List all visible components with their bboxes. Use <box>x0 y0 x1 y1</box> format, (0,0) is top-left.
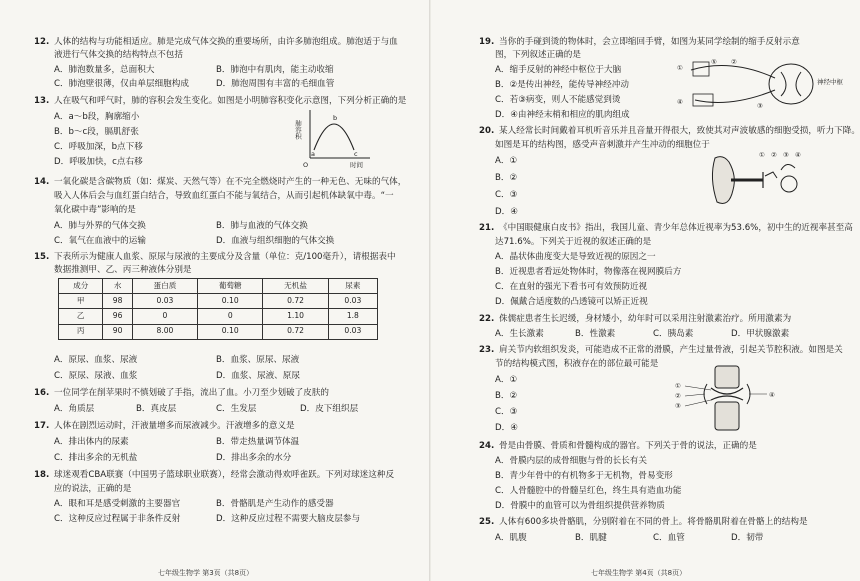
question-21: 21. 《中国眼健康白皮书》指出，我国儿童、青少年总体近视率为53.6%，初中生的近视率甚至高 <box>479 223 853 233</box>
question-25: 25. 人体有600多块骨骼肌，分别附着在不同的骨上。将骨骼肌附着在骨骼上的结构是 <box>479 517 808 527</box>
q24-option-d: D．骨膜中的血管可以为骨组织提供营养物质 <box>495 501 665 511</box>
leader-3 <box>685 400 711 406</box>
q21-stem-cont: 达71.6%。下列关于近视的叙述正确的是 <box>495 237 652 247</box>
q18-stem-cont: 应的说法，正确的是 <box>54 484 132 494</box>
q17-option-d: D．排出多余的水分 <box>216 453 292 463</box>
table-cell: 0.72 <box>263 324 328 339</box>
q13-option-a: A．a～b段，胸廓缩小 <box>54 112 140 122</box>
ear-structure-figure <box>707 148 807 210</box>
urine-composition-table <box>58 278 378 340</box>
grey-matter <box>781 72 801 96</box>
q14-option-c: C．氧气在血液中的运输 <box>54 236 146 246</box>
q16-option-b: B．真皮层 <box>136 404 177 414</box>
q22-option-d: D．甲状腺激素 <box>731 329 790 339</box>
table-cell: 丙 <box>59 324 103 339</box>
q21-option-a: A．晶状体曲度变大是导致近视的原因之一 <box>495 252 656 262</box>
q20-option-c: C．③ <box>495 190 518 200</box>
table-cell: 0 <box>198 309 263 324</box>
efferent-nerve <box>695 90 775 102</box>
q21-option-b: B．近视患者看远处物体时，物像落在视网膜后方 <box>495 267 682 277</box>
q12-stem-cont: 液进行气体交换的结构特点不包括 <box>54 50 183 60</box>
q25-option-a: A．肌腹 <box>495 533 527 543</box>
label-4: ④ <box>795 151 801 159</box>
q20-option-d: D．④ <box>495 207 518 217</box>
question-18: 18. 球迷观看CBA联赛（中国男子篮球职业联赛），经常会激动得欢呼雀跃。下列对球迷这种反 <box>34 470 395 480</box>
label-1: ① <box>759 151 765 159</box>
spinal-cord <box>769 64 813 104</box>
semicircular-canals <box>781 164 795 170</box>
q14-stem-cont: 吸入人体后会与血红蛋白结合，导致血红蛋白不能与氧结合，从而引起机体缺氧中毒。“一 <box>54 191 394 201</box>
q15-option-c: C．原尿、尿液、血浆 <box>54 371 138 381</box>
table-cell: 1.10 <box>263 309 328 324</box>
q12-option-d: D．肺泡周围有丰富的毛细血管 <box>216 79 335 89</box>
q14-option-a: A．肺与外界的气体交换 <box>54 221 146 231</box>
q18-option-a: A．眼和耳是感受刺激的主要器官 <box>54 499 181 509</box>
table-cell: 0 <box>132 309 197 324</box>
table-cell: 1.8 <box>328 309 377 324</box>
table-cell: 0.10 <box>198 324 263 339</box>
q25-option-c: C．血管 <box>653 533 685 543</box>
page-4 <box>431 0 860 581</box>
question-23: 23. 肩关节内软组织发炎，可能造成不正常的滑膜，产生过量骨液，引起关节腔积液。如图是关 <box>479 345 843 355</box>
q25-option-d: D．韧带 <box>731 533 764 543</box>
table-cell: 0.03 <box>328 324 377 339</box>
lower-bone <box>715 402 739 430</box>
q14-option-b: B．肺与血液的气体交换 <box>216 221 308 231</box>
label-3: ③ <box>757 102 763 110</box>
q13-option-b: B．b～c段，膈肌舒张 <box>54 127 139 137</box>
q15-option-d: D．血浆、尿液、原尿 <box>216 371 300 381</box>
table-cell: 0.10 <box>198 294 263 309</box>
q12-option-b: B．肺泡中有肌肉，能主动收缩 <box>216 65 334 75</box>
question-19: 19. 当你的手碰到烫的物体时，会立即缩回手臂，如图为某同学绘制的缩手反射示意 <box>479 37 800 47</box>
q23-stem-cont: 节的结构模式图，积液存在的部位最可能是 <box>495 359 659 369</box>
graph-point-b: b <box>333 114 338 122</box>
q21-option-c: C．在直射的强光下看书可有效预防近视 <box>495 282 648 292</box>
q24-option-a: A．骨膜内层的成骨细胞与骨的长长有关 <box>495 456 647 466</box>
label-1: ① <box>675 382 681 390</box>
question-22: 22. 侏儒症患者生长迟缓，身材矮小，幼年时可以采用注射激素治疗。所用激素为 <box>479 314 792 324</box>
q18-option-c: C．这种反应过程属于非条件反射 <box>54 514 181 524</box>
graph-xlabel: 时间 <box>350 161 363 169</box>
graph-origin: O <box>303 161 309 169</box>
table-row <box>59 294 378 309</box>
question-14: 14. 一氧化碳是含碳物质（如：煤炭、天然气等）在不完全燃烧时产生的一种无色、无味的气体， <box>34 177 407 187</box>
graph-point-c: c <box>354 150 358 158</box>
label-4: ④ <box>769 391 775 399</box>
label-5: ⑤ <box>711 58 717 66</box>
ossicles <box>765 172 777 178</box>
table-row <box>59 309 378 324</box>
q24-option-c: C．人骨髓腔中的骨髓呈红色，终生具有造血功能 <box>495 486 682 496</box>
question-24: 24. 骨是由骨膜、骨质和骨髓构成的器官。下列关于骨的说法，正确的是 <box>479 441 757 451</box>
q17-option-c: C．排出多余的无机盐 <box>54 453 138 463</box>
q22-option-a: A．生长激素 <box>495 329 544 339</box>
reflex-arc-figure <box>671 56 841 114</box>
upper-bone <box>715 366 739 388</box>
table-cell: 98 <box>103 294 132 309</box>
table-cell: 8.00 <box>132 324 197 339</box>
question-15: 15. 下表所示为健康人血浆、原尿与尿液的主要成分及含量（单位：克/100毫升），请根据表中 <box>34 252 396 262</box>
label-3: ③ <box>675 402 681 410</box>
label-1: ① <box>677 64 683 72</box>
table-cell: 0.72 <box>263 294 328 309</box>
q18-option-b: B．骨骼肌是产生动作的感受器 <box>216 499 334 509</box>
table-cell: 0.03 <box>132 294 197 309</box>
table-header: 成分 <box>59 279 103 294</box>
q19-option-c: C．若③病变，则人不能感觉到烫 <box>495 95 621 105</box>
label-2: ② <box>675 392 681 400</box>
q21-option-d: D．佩戴合适度数的凸透镜可以矫正近视 <box>495 297 648 307</box>
q17-option-a: A．排出体内的尿素 <box>54 437 129 447</box>
question-16: 16. 一位同学在削苹果时不慎划破了手指，流出了血。小刀至少划破了皮肤的 <box>34 388 330 398</box>
cochlea <box>781 176 797 192</box>
q19-option-d: D．④由神经末梢和相应的肌肉组成 <box>495 110 630 120</box>
q22-option-b: B．性激素 <box>575 329 616 339</box>
page-footer-4: 七年级生物学 第4页（共8页） <box>591 569 687 577</box>
q19-stem-cont: 图，下列叙述正确的是 <box>495 50 581 60</box>
nerve-center-label: 神经中枢 <box>817 78 843 86</box>
label-4: ④ <box>677 98 683 106</box>
q16-option-a: A．角质层 <box>54 404 95 414</box>
q19-option-b: B．②是传出神经，能传导神经冲动 <box>495 80 629 90</box>
q15-option-a: A．原尿、血浆、尿液 <box>54 355 138 365</box>
q24-option-b: B．青少年骨中的有机物多于无机物，骨易变形 <box>495 471 673 481</box>
page-footer-3: 七年级生物学 第3页（共8页） <box>158 569 254 577</box>
q15-stem-cont: 数据推测甲、乙、丙三种液体分别是 <box>54 265 192 275</box>
question-17: 17. 人体在剧烈运动时，汗液量增多而尿液减少。汗液增多的意义是 <box>34 421 295 431</box>
question-20: 20. 某人经常长时间戴着耳机听音乐并且音量开得很大，致使其对声波敏感的细胞受损，听力下降。 <box>479 126 860 136</box>
label-2: ② <box>771 151 777 159</box>
q23-option-b: B．② <box>495 391 518 401</box>
table-header: 水 <box>103 279 132 294</box>
label-2: ② <box>731 58 737 66</box>
table-cell: 甲 <box>59 294 103 309</box>
graph-point-a: a <box>311 150 315 158</box>
leader-2 <box>685 394 705 396</box>
table-row <box>59 324 378 339</box>
q16-option-d: D．皮下组织层 <box>300 404 359 414</box>
q14-option-d: D．血液与组织细胞的气体交换 <box>216 236 335 246</box>
q22-option-c: C．胰岛素 <box>653 329 694 339</box>
table-header: 无机盐 <box>263 279 328 294</box>
q20-option-b: B．② <box>495 173 518 183</box>
q12-option-c: C．肺泡壁很薄，仅由单层细胞构成 <box>54 79 189 89</box>
q25-option-b: B．肌腱 <box>575 533 607 543</box>
joint-head <box>711 388 743 394</box>
q12-option-a: A．肺泡数量多，总面积大 <box>54 65 155 75</box>
q23-option-d: D．④ <box>495 423 518 433</box>
table-header: 尿素 <box>328 279 377 294</box>
volume-curve <box>314 124 354 150</box>
q20-option-a: A．① <box>495 156 518 166</box>
q23-option-c: C．③ <box>495 407 518 417</box>
lung-volume-graph <box>296 106 374 168</box>
q19-option-a: A．缩手反射的神经中枢位于大脑 <box>495 65 622 75</box>
table-header-row <box>59 279 378 294</box>
table-cell: 0.03 <box>328 294 377 309</box>
q15-option-b: B．血浆、原尿、尿液 <box>216 355 300 365</box>
q17-option-b: B．带走热量调节体温 <box>216 437 300 447</box>
table-cell: 90 <box>103 324 132 339</box>
q20-stem-cont: 如图是耳的结构图，感受声音刺激并产生冲动的细胞位于 <box>495 140 710 150</box>
q16-option-c: C．生发层 <box>216 404 257 414</box>
question-12: 12. 人体的结构与功能相适应。肺是完成气体交换的重要场所，由许多肺泡组成。肺泡适于与血 <box>34 37 398 47</box>
question-13: 13. 人在吸气和呼气时，肺的容积会发生变化。如图是小明肺容积变化示意图，下列分析正确的是 <box>34 96 407 106</box>
q14-stem-cont2: 氧化碳中毒”影响的是 <box>54 205 136 215</box>
joint-structure-figure <box>671 366 791 430</box>
graph-ylabel: 肺容积 <box>294 120 302 140</box>
q18-option-d: D．这种反应过程不需要大脑皮层参与 <box>216 514 361 524</box>
joint-socket <box>711 396 743 400</box>
table-header: 葡萄糖 <box>198 279 263 294</box>
q13-option-c: C．呼吸加深，b点下移 <box>54 142 143 152</box>
label-3: ③ <box>783 151 789 159</box>
leader-1 <box>685 386 711 390</box>
table-cell: 乙 <box>59 309 103 324</box>
table-header: 蛋白质 <box>132 279 197 294</box>
q23-option-a: A．① <box>495 375 518 385</box>
q13-option-d: D．呼吸加快，c点右移 <box>54 157 143 167</box>
table-cell: 96 <box>103 309 132 324</box>
